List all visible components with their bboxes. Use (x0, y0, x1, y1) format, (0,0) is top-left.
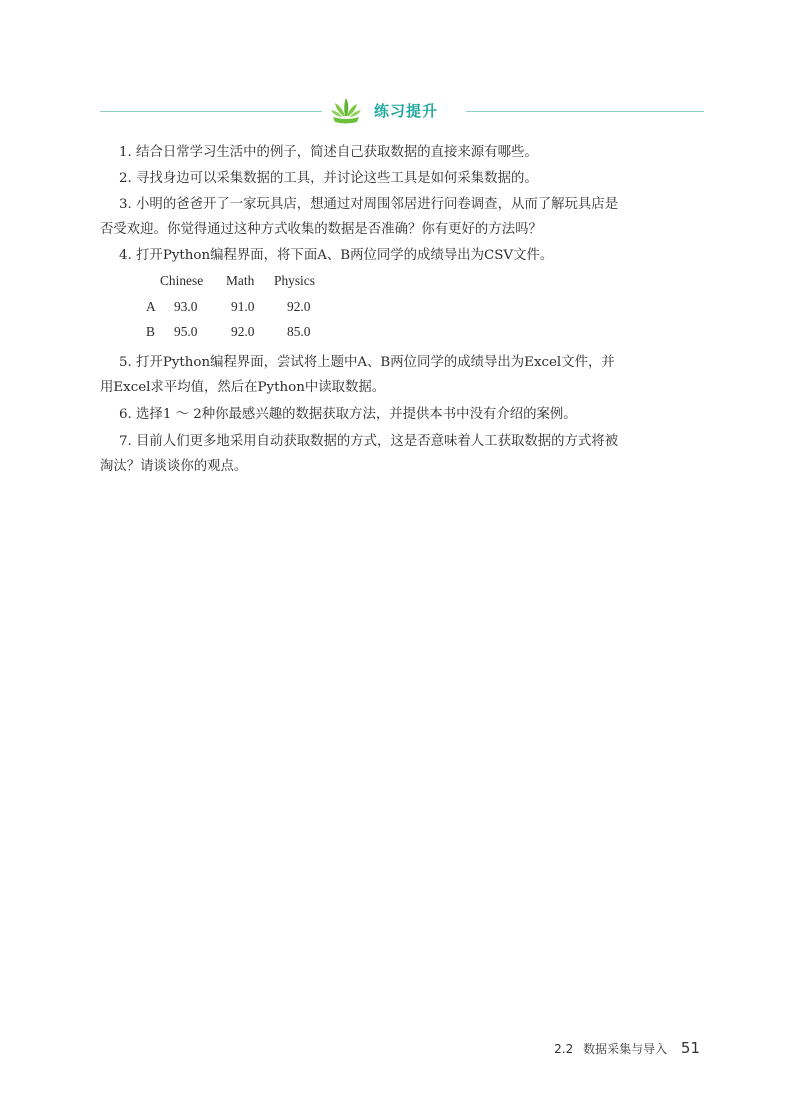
question-2: 2. 寻找身边可以采集数据的工具，并讨论这些工具是如何采集数据的。 (119, 171, 538, 186)
header-rule-left (100, 111, 322, 112)
question-1: 1. 结合日常学习生活中的例子，简述自己获取数据的直接来源有哪些。 (119, 145, 538, 160)
table-header-physics: Physics (274, 273, 315, 288)
footer-section-title: 数据采集与导入 (583, 1042, 668, 1056)
question-7-line-1: 7. 目前人们更多地采用自动获取数据的方式，这是否意味着人工获取数据的方式将被 (119, 434, 619, 449)
header-rule-right (466, 111, 704, 112)
table-cell: 92.0 (231, 324, 255, 339)
section-header (100, 92, 704, 132)
table-cell: 95.0 (174, 324, 198, 339)
page-number: 51 (680, 1039, 700, 1057)
table-cell: 92.0 (287, 299, 311, 314)
table-cell: 85.0 (287, 324, 311, 339)
section-title: 练习提升 (374, 102, 439, 120)
table-row-label: A (146, 299, 156, 314)
table-header-chinese: Chinese (160, 273, 204, 288)
question-3-line-2: 否受欢迎。你觉得通过这种方式收集的数据是否准确？你有更好的方法吗？ (100, 222, 542, 237)
leaf-badge-icon (330, 96, 362, 126)
footer-section-number: 2.2 (554, 1042, 574, 1056)
page-footer (554, 1039, 700, 1059)
question-6: 6. 选择1 ～ 2种你最感兴趣的数据获取方法，并提供本书中没有介绍的案例。 (119, 407, 577, 422)
question-5-line-1: 5. 打开Python编程界面，尝试将上题中A、B两位同学的成绩导出为Excel文件，并 (119, 355, 615, 370)
table-cell: 91.0 (231, 299, 255, 314)
table-cell: 93.0 (174, 299, 198, 314)
table-row-label: B (146, 324, 155, 339)
question-7-line-2: 淘汰？请谈谈你的观点。 (100, 459, 248, 474)
question-3-line-1: 3. 小明的爸爸开了一家玩具店，想通过对周围邻居进行问卷调查，从而了解玩具店是 (119, 197, 619, 212)
table-header-math: Math (226, 273, 255, 288)
question-4: 4. 打开Python编程界面，将下面A、B两位同学的成绩导出为CSV文件。 (119, 248, 554, 263)
question-5-line-2: 用Excel求平均值，然后在Python中读取数据。 (100, 380, 386, 395)
